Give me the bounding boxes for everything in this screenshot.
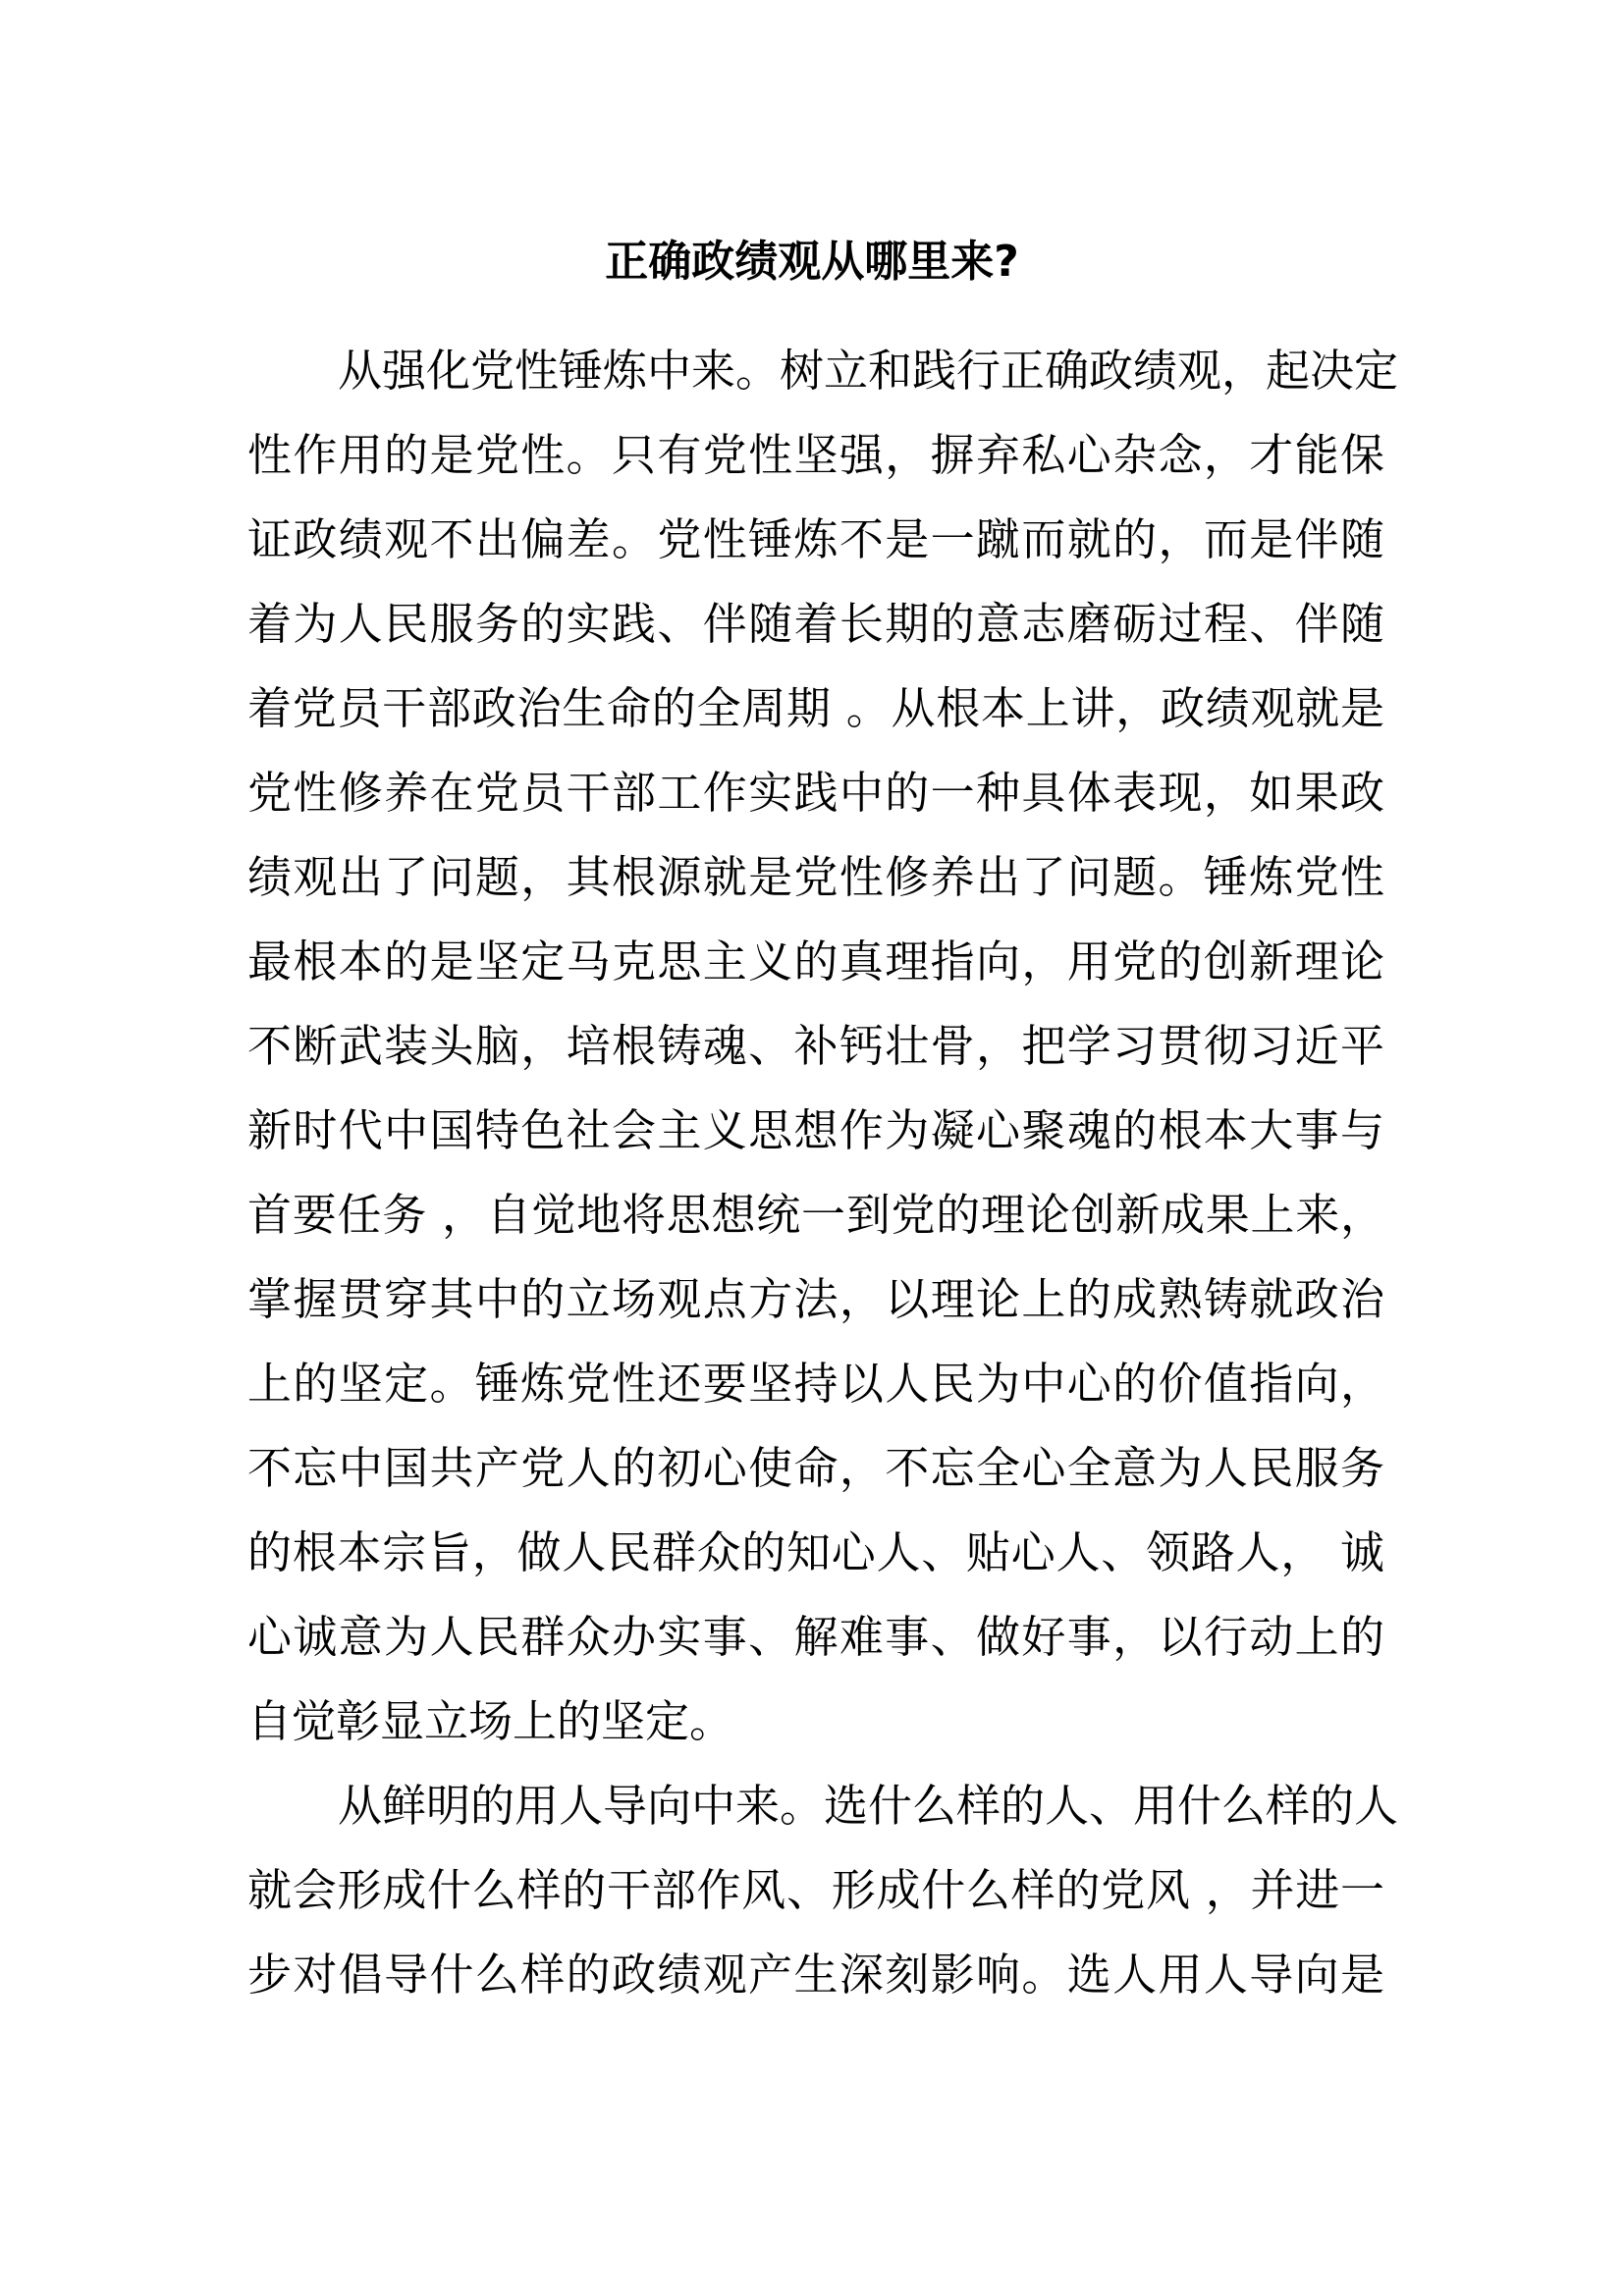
paragraph-1-line: 自觉彰显立场上的坚定。 (247, 1695, 734, 1747)
paragraph-1-line: 从强化党性锤炼中来。树立和践行正确政绩观，起决定 (338, 345, 1399, 397)
paragraph-2-line: 步对倡导什么样的政绩观产生深刻影响。选人用人导向是 (247, 1949, 1384, 2001)
paragraph-1-line: 不忘中国共产党人的初心使命，不忘全心全意为人民服务 (247, 1442, 1384, 1494)
document-body (247, 329, 1399, 2017)
paragraph-1-line: 性作用的是党性。只有党性坚强，摒弃私心杂念，才能保 (247, 429, 1384, 481)
paragraph-1-line: 首要任务 ，自觉地将思想统一到党的理论创新成果上来， (247, 1189, 1384, 1241)
paragraph-2-line: 从鲜明的用人导向中来。选什么样的人、用什么样的人 (338, 1780, 1399, 1832)
paragraph-1-line: 绩观出了问题，其根源就是党性修养出了问题。锤炼党性 (247, 851, 1384, 903)
paragraph-1-line: 上的坚定。锤炼党性还要坚持以人民为中心的价值指向， (247, 1358, 1384, 1410)
paragraph-1-line: 着为人民服务的实践、伴随着长期的意志磨砺过程、伴随 (247, 598, 1384, 650)
paragraph-1-line: 新时代中国特色社会主义思想作为凝心聚魂的根本大事与 (247, 1104, 1384, 1156)
paragraph-1-line: 最根本的是坚定马克思主义的真理指向，用党的创新理论 (247, 935, 1384, 988)
paragraph-1-line: 掌握贯穿其中的立场观点方法，以理论上的成熟铸就政治 (247, 1273, 1384, 1325)
paragraph-2-line: 就会形成什么样的干部作风、形成什么样的党风 ，并进一 (247, 1864, 1384, 1916)
paragraph-1-line: 不断武装头脑，培根铸魂、补钙壮骨，把学习贯彻习近平 (247, 1020, 1384, 1072)
paragraph-1-line: 着党员干部政治生命的全周期 。从根本上讲，政绩观就是 (247, 682, 1384, 734)
document-title: 正确政绩观从哪里来? (605, 237, 1019, 287)
paragraph-1-line: 证政绩观不出偏差。党性锤炼不是一蹴而就的，而是伴随 (247, 513, 1384, 565)
paragraph-1-line: 的根本宗旨，做人民群众的知心人、贴心人、领路人， 诚 (247, 1526, 1384, 1578)
paragraph-1-line: 党性修养在党员干部工作实践中的一种具体表现，如果政 (247, 767, 1384, 819)
paragraph-1-line: 心诚意为人民群众办实事、解难事、做好事，以行动上的 (247, 1611, 1384, 1663)
